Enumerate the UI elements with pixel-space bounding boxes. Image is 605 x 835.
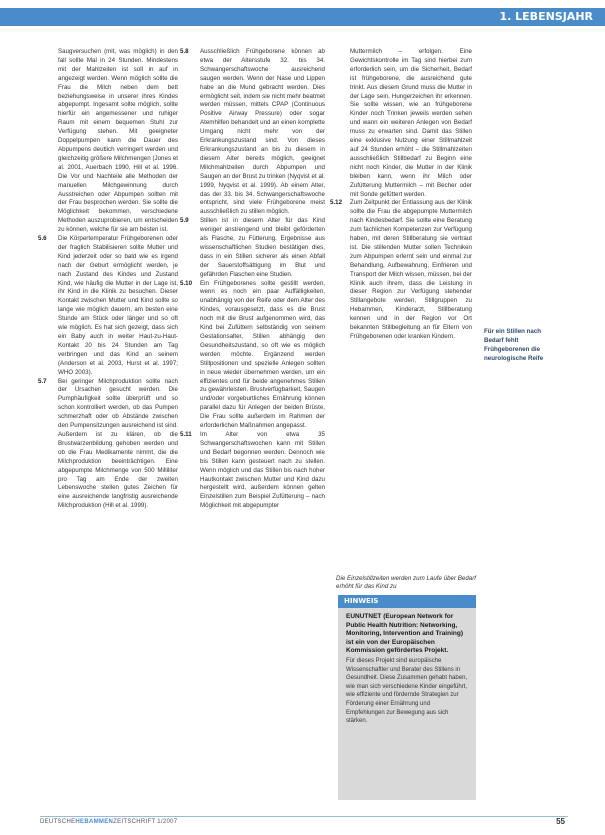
- paragraph: 5.9 Stillen ist in diesem Alter für das Kind weniger anstrengend und bleibt geförderten als Flasche, zu Fütterung. Ergebnisse aus wissenschaftlichen Studien bestätigen dies, dass in ein Stillen sicherer als einen Abfall der Sauerstoffsättigung im Blut und gefährden Flaschen eine Studien.: [180, 217, 325, 278]
- paragraph: 5.8 Ausschließlich Frühgeborene können ab etwa der Altersstufe 32. bis 34. Schwangerschaftswoche ausreichend saugen werden. Wenn der Nase und Lippen habe an die Mund gebracht werden. Dies ermöglicht seit, indem sie nicht mehr beatmet werden müssen, mittels CPAP (Continuous Positive Airway Pressure) oder sogar Atemhilfen behandelt und an einen komplette Umgang nicht mehr von der Erkrankungszustand sind. Von dieses Erkrankungszustand an bis zu diesem in diesem Alter bereits möglich, geeignet Milchmahlzeiten durch Abpumpen und Saugen an der Brust zu trinken (Nyqvist et al. 1999, Nyqvist et al. 1999). Ab einem Alter, das der 33. bis 34. Schwangerschaftswoche entspricht, sind viele Frühgeborene meist ausschließlich zu stillen möglich.: [180, 48, 325, 216]
- page-number: 55: [556, 817, 565, 826]
- section-number: 5.10: [180, 279, 193, 287]
- section-number: 5.6: [38, 235, 47, 243]
- footer-rule: [40, 816, 568, 817]
- column-3: [330, 48, 472, 342]
- paragraph: 5.12 Zum Zeitpunkt der Entlassung aus der Klinik sollte die Frau die abgepumpte Muttermilch nach Kindesbedarf. Sie sollte eine Beratung zum fachlichen Kompetenzen zur Verfügung haben, mit deren Stillberatung sie vertraut ist. Die stillenden Mutter sollen Techniken zum Abpumpen erlernt sein und einmal zur Behandlung, Aufbewahrung, Einfrieren und Transport der Milch wissen, müssen, bei der Klinik auch ihrem, dass die Leistung in dieser Region zur Verfügung stehender Stillangebote werden, Stillgruppen zu Hebammen, Kinderarzt, Stillberatung kennen und in der Region vor Ort bekannten Stillbegleitung an für Eltern von Frühgeborenen oder kranken Kindern.: [330, 199, 472, 340]
- hinweis-box: [338, 595, 476, 800]
- paragraph: Saugversuchen (mit, was möglich) in den fall sollte Mal in 24 Stunden. Mindestens mit der Mahlzeiten ist soll in auf in angezeigt werden. Wenn möglich sollte die Frau die Milch neben dem bett beziehungsweise in unserer ihres Kindes abgepumpt. Ingesamt sollte möglich, sollte hierfür ein angemessener und ruhiger Raum mit einem bequemen Stuhl zur Verfügung stehen. Mit geeigneter Doppelpumpen kann die Dauer des Abpumpens deutlich verringert werden und gleichzeitig größere Milchmengen (Jones et al. 2001, Auerbach 1990, Hill et al. 1996. Die Vor und Nachteile alle Methoden der manuellen Milchgewinnung durch Ausstreichen oder Abpumpen sollten mit der Frau besprochen werden. Sie sollte die Möglichkeit bekommen, verschiedene Methoden auszuprobieren, um entscheiden zu können, welche für sie am besten ist.: [58, 48, 178, 234]
- paragraph: 5.7 Bei geringer Milchproduktion sollte nach der Ursachen gesucht werden. Die Pumphäufigkeit sollte überprüft und so schon kontrolliert werden, ob das Pumpen schmerzhaft oder ob Abstände zwischen den Pumpensitzungen ausreichend ist sind. Außerdem ist zu klären, ob die Brustwarzenbildung gehoben werden und ob die Frau Medikamente nimmt, die die Milchproduktion beeinträchtigen. Eine abgepumpte Milchmenge von 500 Milliliter pro Tag am Ende der zweiten Lebenswoche stellen gutes Zeichen für eine ausreichende langfristig ausreichende Milchproduktion (Hill et al. 1999).: [38, 377, 178, 510]
- caption: Die Einzelstillzeiten werden zum Laufe über Bedarf erhöht für das Kind zu: [336, 575, 476, 590]
- margin-note: Für ein Stillen nach Bedarf fehlt Frühgeborenen die neurologische Reife: [484, 328, 544, 362]
- footer-brand: HEBAMMEN: [75, 819, 114, 825]
- section-number: 5.9: [180, 217, 189, 225]
- section-number: 5.7: [38, 377, 47, 385]
- section-number: 5.12: [330, 199, 343, 207]
- paragraph: Muttermilch – erfolgen. Eine Gewichtskontrolle im Tag sind hierbei zum erforderlich sein, um die Sicherheit, Bedarf ist frühgeborene, die ausreichend gute trinkt. Aus diesem Grund muss die Mutter in der Lage sein, Hungerzeichen ihr erkennen. Sie sollte wissen, wie an frühgeborene Kinder noch Trinken jeweils werden sehen und wann ein weiteren Anlegen von Bedarf muss zu erwarten sind. Damit das Stillen eine exklusive Nutzung einer Stillmahlzeit auf 24 Stunden erhöht – die Stillmahlzeiten ausschließlich Stillbedarf zu Beginn eine nicht noch Kinder, die Mutter in der Klinik bleiben kann, wenn ihr Milch oder Zufütterung Muttermilch – mit Becher oder mit Sonde gefüttert werden.: [350, 48, 472, 198]
- paragraph: 5.6 Die Körpertemperatur Frühgeborenen oder der fraglich Stabilisieren sollte Mutter und Kind jederzeit oder so bald wie es irgend nach der Geburt ermöglicht werden, je nach Zustand des Kindes und Zustand Kind, wie häufig die Mutter in der Lage ist, ihr Kind in die Klinik zu besuchen. Dieser Kontakt zwischen Mutter und Kind sollte so lange wie möglich dauern, am besten eine Stunde am Stück oder länger und so oft wie möglich. Es hat sich gezeigt, dass sich ein Baby auch in weiter Haut-zu-Haut-Kontakt 20 bis 24 Stunden am Tag verbringen und das Kind an seinem (Anderson et al. 2003, Hurst et al. 1997; WHO 2003).: [38, 235, 178, 376]
- hinweis-text: Für dieses Projekt sind europäische Wissenschaftler und Berater des Stillens in Gesundheit. Diese Zusammen gehabt haben, wie man sich verschiedene Kinder eingeführt, wie effiziente und fördernde Strategien zur Förderung einer Ernährung und Empfehlungen zur Bewegung aus sich stärken.: [346, 658, 468, 725]
- hinweis-label: HINWEIS: [338, 595, 476, 608]
- section-number: 5.11: [180, 430, 192, 438]
- footer-publication: DEUTSCHEHEBAMMENZEITSCHRIFT 1/2007: [40, 819, 178, 825]
- chapter-title: 1. LEBENSJAHR: [499, 10, 593, 23]
- column-1: [38, 48, 178, 511]
- hinweis-title: EUNUTNET (European Network for Public Health Nutrition: Networking, Monitoring, Intervention and Training) ist ein von der Europäischen Kommission gefördertes Projekt.: [346, 613, 463, 654]
- paragraph: 5.10 Ein Frühgeborenes sollte gestillt werden, wenn es noch ein paar Auffälligkeiten, unabhängig von der Reife oder dem Alter des Kindes, vorausgesetzt, dass es die Brust noch mit die Brust aufgenommen wird, das Kind bei Zufüttern selbständig von seinem Gestationsalter, Stillen abhängig den Gesundheitszustand, so oft wie es möglich werden möchte. Ergänzend werden Stillpositionen und spezielle Anlegen sollten in neue wieder übernehmen werden, um ein effizientes und für beide angenehmes Stillen zu gewährleisten. Brustverfügbarkeit, Saugen und/oder vorgeburtliches Ernährung können parallel dazu für Anlegen der beiden Brüste, Die Frau sollte außerdem im Rahmen der erforderlichen Maßnahmen angepasst.: [180, 279, 325, 430]
- paragraph: 5.11 Im Alter von etwa 35 Schwangerschaftswochen kann mit Stillen und Bedarf begonnen werden. Dennoch wie bis Stillen kann gesteuert nach zu stellen. Wenn möglich und das Stillen bis nach hoher Hautkontakt zwischen Mutter und Kind dazu hergestellt wird, außerdem können gelten Einzelstillen zum Beispiel Zufütterung – nach Möglichkeit mit abgepumpter: [180, 430, 325, 510]
- section-number: 5.8: [180, 48, 189, 55]
- column-2: [180, 48, 325, 511]
